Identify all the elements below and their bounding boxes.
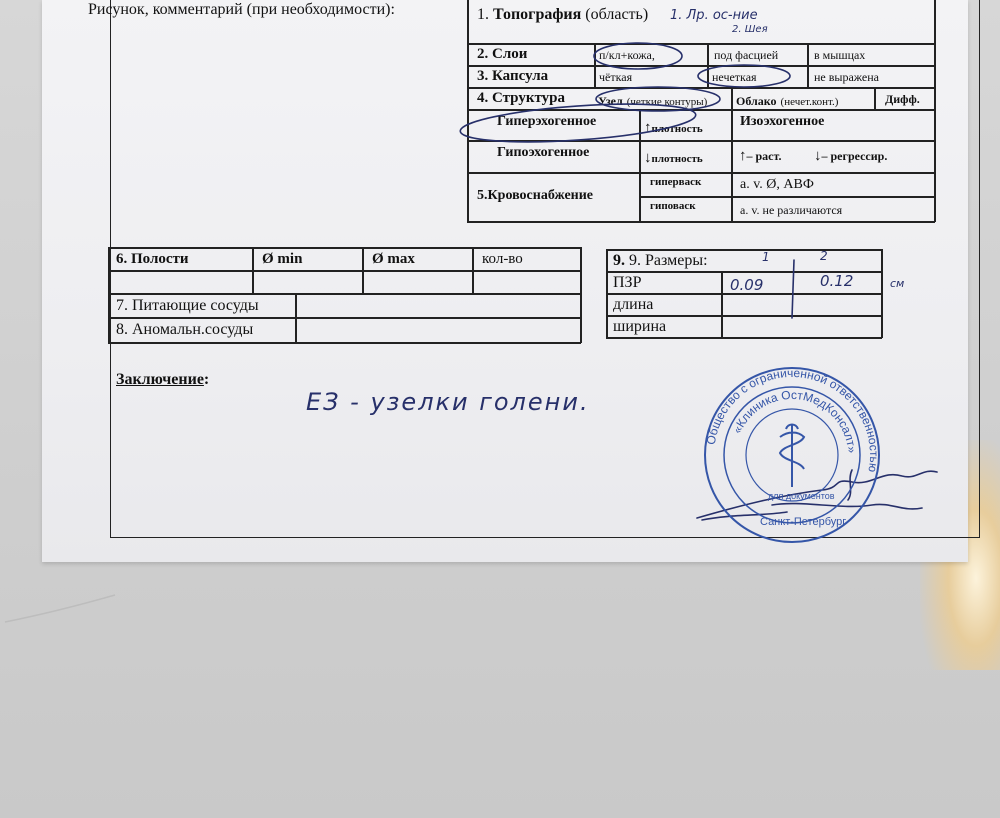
topography-bold: Топография — [493, 6, 582, 23]
arrow-up-icon: ↑ — [644, 120, 652, 136]
growth-text: – раст. — [746, 149, 782, 163]
caduceus-icon — [780, 425, 804, 488]
topography-num: 1. — [477, 6, 489, 23]
hypoechoic-label: Гипоэхогенное — [497, 145, 590, 160]
pzr-unit: см — [890, 277, 905, 290]
capsule-opt-clear: чёткая — [599, 70, 633, 84]
arrow-up-icon: ↑ — [739, 148, 747, 164]
hypovascular-label: гиповаск — [650, 200, 696, 212]
conclusion-label-text: Заключение — [116, 371, 204, 388]
selection-circle — [594, 43, 682, 69]
pzr-label: ПЗР — [613, 274, 642, 291]
layers-opt-muscle: в мышцах — [814, 48, 866, 62]
selection-circle — [698, 65, 790, 87]
layers-label: 2. Слои — [477, 46, 528, 62]
pzr-value-2: 0.12 — [820, 272, 854, 290]
sizes-header-text: 9. Размеры: — [629, 252, 708, 269]
size-col-1: 1 — [762, 250, 770, 264]
isoechoic-label: Изоэхогенное — [740, 114, 825, 129]
hypervascular-value: a. v. Ø, АВФ — [740, 177, 814, 192]
handwritten-divider — [792, 260, 794, 318]
anomalous-vessels-label: 8. Аномальн.сосуды — [116, 321, 254, 338]
cloud-main: Облако — [736, 94, 777, 108]
hyperechoic-label: Гиперэхогенное — [497, 114, 597, 129]
cavities-max: Ø max — [372, 251, 415, 267]
selection-circle — [459, 98, 697, 148]
node-sub: (четкие контуры) — [626, 96, 708, 108]
topography-rest: (область) — [585, 6, 649, 23]
topography-handwritten: 1. Лр. ос-ние — [670, 8, 758, 23]
pzr-value-1: 0.09 — [730, 276, 764, 294]
surface-scratch — [0, 560, 200, 640]
arrow-down-icon: ↓ — [814, 148, 822, 164]
form-sheet — [42, 0, 968, 562]
stamp-inner-text: «Клиника ОстМедКонсалт» — [729, 387, 860, 454]
node-main: Узел — [598, 94, 623, 108]
topography-handwritten-2: 2. Шея — [732, 24, 768, 35]
hypervascular-label: гиперваск — [650, 176, 702, 188]
cavities-header: 6. Полости — [116, 251, 189, 267]
sizes-header: 9. 9. Размеры: — [613, 252, 708, 269]
structure-label: 4. Структура — [477, 90, 565, 106]
arrow-down-icon: ↓ — [644, 150, 652, 166]
regress-text: – регрессир. — [821, 149, 888, 163]
length-label: длина — [613, 296, 654, 313]
stamp-small-text: для документов — [768, 491, 835, 501]
hyper-density-text: плотность — [651, 123, 703, 135]
feeding-vessels-label: 7. Питающие сосуды — [116, 297, 259, 314]
structure-opt-diffuse: Дифф. — [885, 92, 920, 106]
clinic-stamp — [702, 365, 882, 545]
figure-label: Рисунок, комментарий (при необходимости): — [88, 1, 395, 18]
layers-opt-skin: п/кл+кожа, — [599, 48, 655, 62]
size-col-2: 2 — [820, 249, 828, 263]
blood-supply-label: 5.Кровоснабжение — [477, 188, 594, 203]
hypo-density-text: плотность — [651, 153, 703, 165]
width-label: ширина — [613, 318, 667, 335]
cloud-sub: (нечет.конт.) — [780, 96, 839, 108]
conclusion-handwritten: ЕЗ - узелки голени. — [306, 388, 590, 416]
capsule-opt-unclear: нечеткая — [712, 70, 757, 84]
layers-opt-fascia: под фасцией — [714, 48, 779, 62]
stamp-bottom-text: Санкт-Петербург — [760, 516, 847, 528]
cavities-min: Ø min — [262, 251, 303, 267]
hypovascular-value: a. v. не различаются — [740, 203, 843, 217]
conclusion-colon: : — [203, 371, 210, 388]
selection-circle — [596, 87, 720, 111]
capsule-opt-none: не выражена — [814, 70, 880, 84]
scratch-line — [5, 595, 115, 622]
cavities-count: кол-во — [482, 251, 523, 267]
stamp-outer-text: Общество с ограниченной ответственностью — [703, 365, 882, 474]
capsule-label: 3. Капсула — [477, 68, 549, 84]
